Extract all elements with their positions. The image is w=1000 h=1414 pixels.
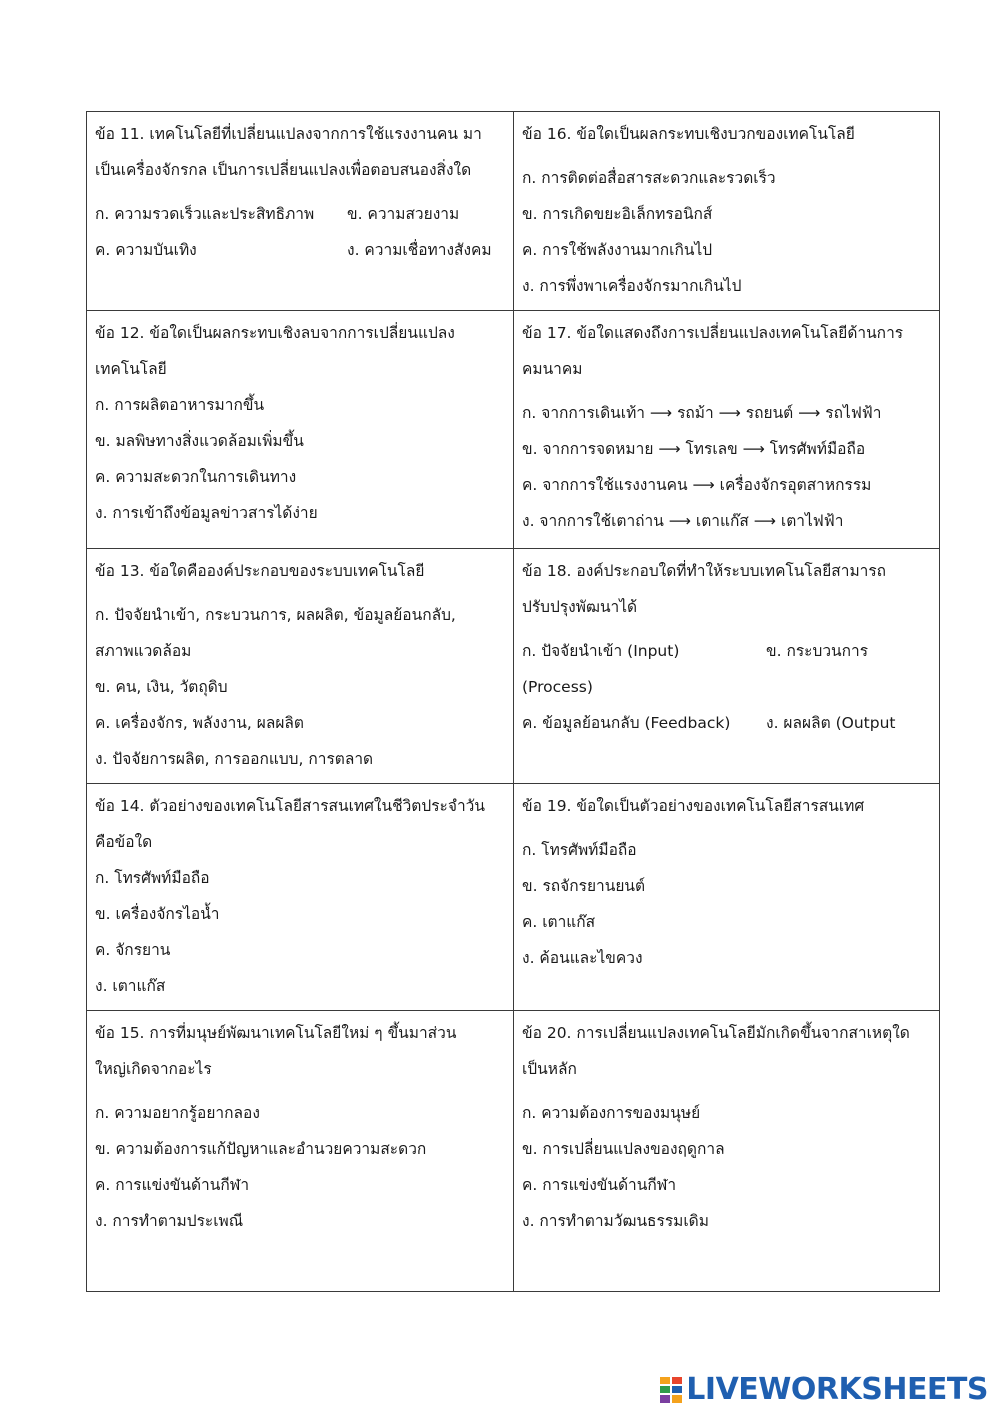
question-text: ข้อ 18. องค์ประกอบใดที่ทำให้ระบบเทคโนโลยีสามารถ: [522, 562, 887, 580]
table-row: [87, 549, 940, 784]
logo-block: [672, 1395, 682, 1402]
option-d[interactable]: ง. จากการใช้เตาถ่าน ⟶ เตาแก๊ส ⟶ เตาไฟฟ้า: [522, 512, 844, 530]
question-text: ข้อ 13. ข้อใดคือองค์ประกอบของระบบเทคโนโลยี: [95, 562, 425, 580]
table-row: [87, 784, 940, 1011]
logo-block: [660, 1377, 670, 1384]
option-d[interactable]: ง. เตาแก๊ส: [95, 977, 166, 995]
question-text: ข้อ 19. ข้อใดเป็นตัวอย่างของเทคโนโลยีสารสนเทศ: [522, 797, 865, 815]
option-d[interactable]: ง. การทำตามประเพณี: [95, 1212, 244, 1230]
options: [522, 160, 931, 304]
option-a[interactable]: ก. การติดต่อสื่อสารสะดวกและรวดเร็ว: [522, 169, 776, 187]
worksheet-table: [86, 111, 940, 1292]
options: [95, 597, 505, 777]
option-d[interactable]: ง. ความเชื่อทางสังคม: [347, 241, 492, 259]
option-d[interactable]: ง. การทำตามวัฒนธรรมเดิม: [522, 1212, 709, 1230]
option-a[interactable]: ก. ปัจจัยนำเข้า, กระบวนการ, ผลผลิต, ข้อมูลย้อนกลับ,: [95, 606, 456, 624]
option-d[interactable]: ง. ปัจจัยการผลิต, การออกแบบ, การตลาด: [95, 750, 374, 768]
option-b-continued: (Process): [522, 678, 593, 696]
options: [95, 196, 505, 268]
question-14: [87, 784, 514, 1011]
option-b[interactable]: ข. การเปลี่ยนแปลงของฤดูกาล: [522, 1140, 725, 1158]
option-c[interactable]: ค. ความบันเทิง: [95, 241, 197, 259]
question-text: คมนาคม: [522, 360, 583, 378]
option-c[interactable]: ค. ข้อมูลย้อนกลับ (Feedback): [522, 714, 731, 732]
liveworksheets-logo-icon: [660, 1377, 682, 1403]
question-18: [514, 549, 940, 784]
question-17: [514, 311, 940, 549]
question-text: ข้อ 12. ข้อใดเป็นผลกระทบเชิงลบจากการเปลี่ยนแปลง: [95, 324, 455, 342]
question-20: [514, 1011, 940, 1292]
logo-block: [672, 1377, 682, 1384]
question-11: [87, 112, 514, 311]
question-13: [87, 549, 514, 784]
option-b[interactable]: ข. ความสวยงาม: [347, 205, 460, 223]
logo-block: [660, 1386, 670, 1393]
liveworksheets-logo: [660, 1372, 988, 1407]
option-c[interactable]: ค. เตาแก๊ส: [522, 913, 596, 931]
logo-block: [672, 1386, 682, 1393]
table-row: [87, 1011, 940, 1292]
question-12: [87, 311, 514, 549]
option-c[interactable]: ค. การใช้พลังงานมากเกินไป: [522, 241, 713, 259]
option-b[interactable]: ข. มลพิษทางสิ่งแวดล้อมเพิ่มขึ้น: [95, 432, 304, 450]
question-text: ปรับปรุงพัฒนาได้: [522, 598, 638, 616]
option-b[interactable]: ข. รถจักรยานยนต์: [522, 877, 646, 895]
option-a[interactable]: ก. ความต้องการของมนุษย์: [522, 1104, 701, 1122]
option-c[interactable]: ค. การแข่งขันด้านกีฬา: [95, 1176, 250, 1194]
option-c[interactable]: ค. เครื่องจักร, พลังงาน, ผลผลิต: [95, 714, 304, 732]
option-d[interactable]: ง. การเข้าถึงข้อมูลข่าวสารได้ง่าย: [95, 504, 318, 522]
option-b[interactable]: ข. คน, เงิน, วัตถุดิบ: [95, 678, 228, 696]
question-text: ข้อ 11. เทคโนโลยีที่เปลี่ยนแปลงจากการใช้แรงงานคน มา: [95, 125, 482, 143]
options: [522, 395, 931, 539]
question-text: ใหญ่เกิดจากอะไร: [95, 1060, 212, 1078]
option-b[interactable]: ข. กระบวนการ: [766, 642, 869, 660]
option-d[interactable]: ง. การพึ่งพาเครื่องจักรมากเกินไป: [522, 277, 742, 295]
option-c[interactable]: ค. จากการใช้แรงงานคน ⟶ เครื่องจักรอุตสาหกรรม: [522, 476, 872, 494]
options: [522, 832, 931, 976]
option-a-continued: สภาพแวดล้อม: [95, 642, 192, 660]
question-19: [514, 784, 940, 1011]
options: [522, 633, 931, 741]
table-row: [87, 112, 940, 311]
option-c[interactable]: ค. ความสะดวกในการเดินทาง: [95, 468, 297, 486]
option-a[interactable]: ก. การผลิตอาหารมากขึ้น: [95, 396, 265, 414]
option-a[interactable]: ก. ปัจจัยนำเข้า (Input): [522, 642, 680, 660]
options: [95, 387, 505, 531]
option-b[interactable]: ข. จากการจดหมาย ⟶ โทรเลข ⟶ โทรศัพท์มือถือ: [522, 440, 866, 458]
options: [95, 860, 505, 1004]
logo-block: [660, 1395, 670, 1402]
option-a[interactable]: ก. ความอยากรู้อยากลอง: [95, 1104, 260, 1122]
option-b[interactable]: ข. เครื่องจักรไอน้ำ: [95, 905, 220, 923]
question-text: เทคโนโลยี: [95, 360, 167, 378]
question-text: คือข้อใด: [95, 833, 153, 851]
options: [95, 1095, 505, 1239]
question-text: ข้อ 14. ตัวอย่างของเทคโนโลยีสารสนเทศในชีวิตประจำวัน: [95, 797, 485, 815]
question-text: เป็นเครื่องจักรกล เป็นการเปลี่ยนแปลงเพื่อตอบสนองสิ่งใด: [95, 161, 472, 179]
question-text: ข้อ 20. การเปลี่ยนแปลงเทคโนโลยีมักเกิดขึ้นจากสาเหตุใด: [522, 1024, 910, 1042]
question-text: ข้อ 15. การที่มนุษย์พัฒนาเทคโนโลยีใหม่ ๆ ขึ้นมาส่วน: [95, 1024, 457, 1042]
table-row: [87, 311, 940, 549]
option-a[interactable]: ก. ความรวดเร็วและประสิทธิภาพ: [95, 205, 315, 223]
option-d[interactable]: ง. ผลผลิต (Output: [766, 714, 896, 732]
option-a[interactable]: ก. โทรศัพท์มือถือ: [522, 841, 637, 859]
options: [522, 1095, 931, 1239]
option-a[interactable]: ก. โทรศัพท์มือถือ: [95, 869, 210, 887]
option-d[interactable]: ง. ค้อนและไขควง: [522, 949, 643, 967]
question-15: [87, 1011, 514, 1292]
option-a[interactable]: ก. จากการเดินเท้า ⟶ รถม้า ⟶ รถยนต์ ⟶ รถไฟฟ้า: [522, 404, 882, 422]
option-c[interactable]: ค. การแข่งขันด้านกีฬา: [522, 1176, 677, 1194]
option-c[interactable]: ค. จักรยาน: [95, 941, 171, 959]
question-16: [514, 112, 940, 311]
question-text: ข้อ 16. ข้อใดเป็นผลกระทบเชิงบวกของเทคโนโลยี: [522, 125, 855, 143]
brand-name: LIVEWORKSHEETS: [686, 1372, 988, 1407]
option-b[interactable]: ข. การเกิดขยะอิเล็กทรอนิกส์: [522, 205, 713, 223]
question-text: ข้อ 17. ข้อใดแสดงถึงการเปลี่ยนแปลงเทคโนโลยีด้านการ: [522, 324, 904, 342]
option-b[interactable]: ข. ความต้องการแก้ปัญหาและอำนวยความสะดวก: [95, 1140, 427, 1158]
question-text: เป็นหลัก: [522, 1060, 577, 1078]
